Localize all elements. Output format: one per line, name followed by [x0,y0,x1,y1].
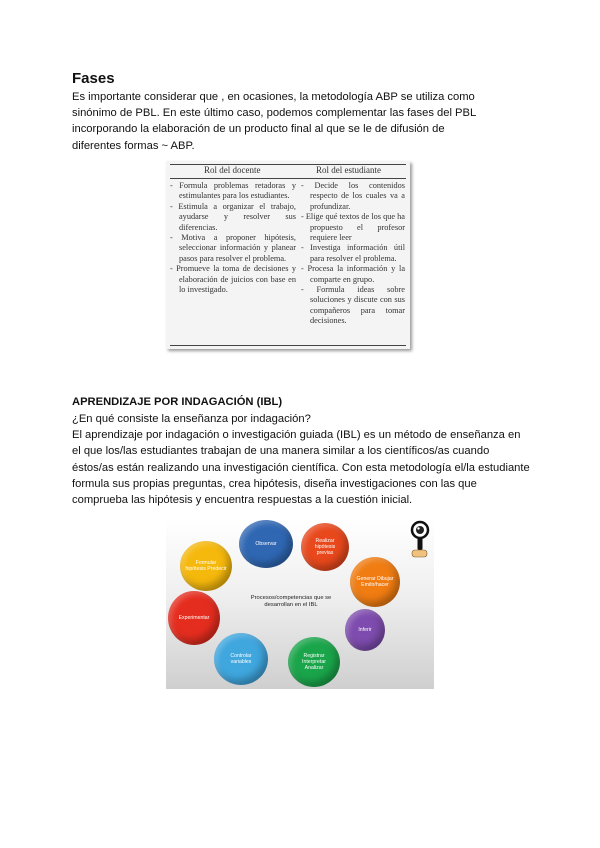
paragraph-line: diferentes formas ~ ABP. [72,139,195,152]
table-cell: - Promueve la toma de decisiones y elaboración de juicios con base en lo investigado. [170,264,296,295]
bubble-label: Inferir [358,627,372,633]
bubble-observar [239,520,293,568]
table-cell: - Estimula a organizar el trabajo, ayudarse y resolver sus diferencias. [170,201,296,232]
paragraph-line: Es importante considerar que , en ocasiones, la metodología ABP se utiliza como [72,91,475,103]
paragraph-line: comprueba las hipótesis y encuentra respuestas a la cuestión inicial. [72,494,413,507]
bubble-formular-hipotesis [180,541,232,591]
magnifier-icon [408,520,430,558]
bubble-generar [350,557,400,607]
bubble-controlar-variables [214,633,268,685]
bubble-label: Controlar variables [230,653,252,665]
table-cell: - Decide los contenidos respecto de los cuales va a profundizar. [301,181,405,211]
bubble-experimentar [168,591,220,645]
table-header-estudiante: Rol del estudiante [316,165,381,175]
bubble-label: Registrar Interpretar Analizar [302,653,326,671]
bubble-label: Observar [255,541,277,547]
paragraph-line: sinónimo de PBL. En este último caso, podemos complementar las fases del PBL [72,107,477,120]
table-column-estudiante [301,181,405,327]
bubble-inferir [345,609,385,651]
paragraph-line: éstos/as están realizando una investigación científica. Con esta metodología el/la estudiante [72,461,530,474]
intro-paragraph [72,89,532,154]
ibl-process-diagram [166,519,434,689]
roles-table-image [166,161,410,349]
table-cell: - Elige qué textos de los que ha propuesto el profesor requiere leer [301,212,405,243]
paragraph-line: ¿En qué consiste la enseñanza por indagación? [72,413,311,425]
table-cell: - Formula ideas sobre soluciones y discute con sus compañeros para tomar decisiones. [301,285,405,326]
paragraph-line: incorporando la elaboración de un producto final al que se le de difusión de [72,123,445,136]
bubble-label: Formular hipótesis Predecir [185,560,227,572]
table-cell: - Formula problemas retadoras y estimulantes para los estudiantes. [170,181,296,201]
paragraph-line: el que los/las estudiantes trabajan de una manera similar a los científicos/as cuando [72,445,490,458]
table-cell: - Investiga información útil para resolver el problema. [301,243,405,263]
table-cell: - Procesa la información y la comparte en grupo. [301,264,405,284]
table-bottom-rule [170,345,406,346]
section-title-fases: Fases [72,70,115,87]
table-column-docente [170,181,296,295]
bubble-hipotesis-previas [301,523,349,571]
diagram-center-label: Procesos/competencias que se desarrollan en el IBL [250,595,332,608]
table-cell: - Motiva a proponer hipótesis, seleccionar información y planear pasos para resolver el problema. [170,233,296,263]
table-header-rule [170,178,406,179]
paragraph-line: El aprendizaje por indagación o investigación guiada (IBL) es un método de enseñanza en [72,429,521,442]
bubble-label: Experimentar [178,615,210,621]
paragraph-line: formula sus propias preguntas, crea hipótesis, diseña investigaciones con las que [72,477,477,490]
table-header-docente: Rol del docente [204,165,261,175]
bubble-registrar [288,637,340,687]
bubble-label: Realizar hipótesis previas [314,538,336,556]
section-title-ibl: APRENDIZAJE POR INDAGACIÓN (IBL) [72,396,283,408]
bubble-label: Generar Dibujar Emitir/hacer [356,576,394,588]
ibl-paragraph [72,411,532,508]
